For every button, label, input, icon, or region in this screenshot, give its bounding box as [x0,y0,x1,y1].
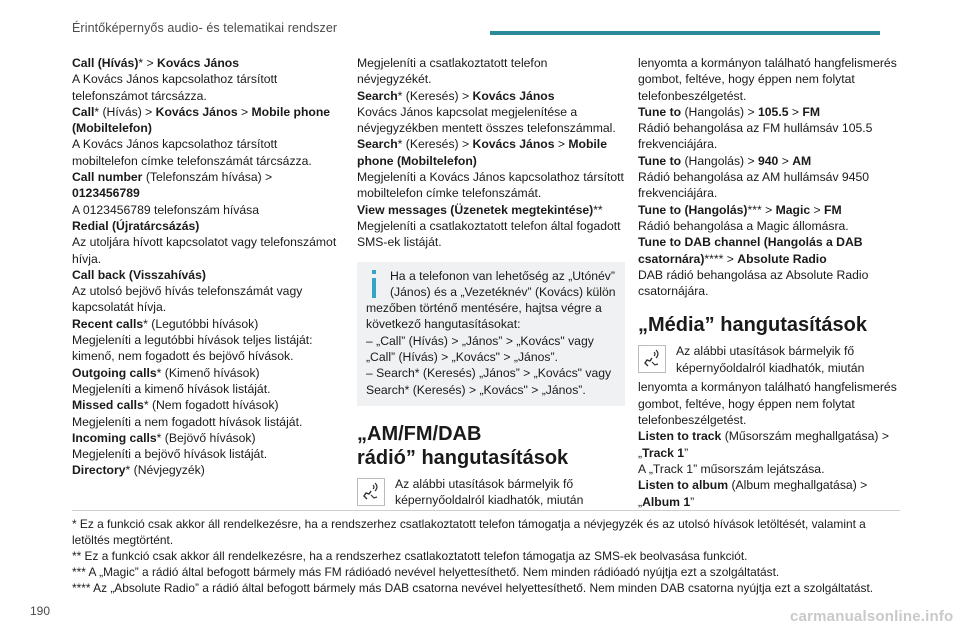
bold-segment: AM [792,153,812,168]
text-segment: Megjeleníti a kimenő hívások listáját. [72,381,271,396]
text-segment: DAB rádió behangolása az Absolute Radio csatornájára. [638,267,869,299]
bold-segment: 940 [758,153,779,168]
section-title-media: „Média” hangutasítások [638,314,867,337]
bold-segment: Call number [72,170,143,185]
footnote: *** A „Magic” a rádió által befogott bármely más FM rádióadó nevével helyettesíthető. Nem minden rádióadó nyújtja ezt a szolgáltatást. [72,565,780,579]
text-segment: > [554,137,569,152]
text-segment: (Album meghallgatása) > „ [638,478,868,509]
col2-paragraphs [357,55,625,251]
text-paragraph [357,202,625,218]
text-paragraph [638,202,906,218]
bold-segment: 105.5 [758,104,789,119]
footnotes [72,516,900,596]
bold-segment: Call (Hívás) [72,56,139,70]
text-segment: Rádió behangolása a Magic állomásra. [638,218,849,233]
bold-segment: Directory [72,463,126,478]
text-segment: > [237,104,252,119]
text-paragraph [72,104,340,137]
text-segment: ” [684,445,689,460]
text-segment: Megjeleníti a Kovács János kapcsolathoz társított mobiltelefon címke telefonszámát. [357,170,624,201]
voice-command-icon [357,478,385,506]
bold-segment: Album 1 [642,494,691,509]
bold-segment: FM [802,104,820,119]
header-accent-bar [490,31,880,35]
text-paragraph [72,446,340,462]
text-segment: * (Bejövő hívások) [156,430,256,445]
voice-command-text: Az alábbi utasítások bármelyik fő képernyőoldalról kiadhatók, miután [395,476,584,508]
text-segment: Megjeleníti a nem fogadott hívások listáját. [72,414,303,429]
text-segment: * > [138,56,158,70]
bold-segment: Kovács János [157,56,239,70]
bold-segment: Track 1 [642,445,685,460]
bold-segment: Listen to track [638,429,722,444]
bold-segment: Listen to album [638,478,729,493]
text-paragraph [638,267,906,300]
bold-segment: Tune to [638,104,682,119]
text-paragraph [357,169,625,202]
text-segment: > [788,104,803,119]
text-paragraph [72,169,340,202]
note-line: Ha a telefonon van lehetőség az „Utónév” (János) és a „Vezetéknév” (Kovács) külön mezőben történő mentésére, hajtsa végre a következő hangutasításokat: [366,268,616,332]
text-paragraph [72,283,340,316]
text-paragraph [638,461,906,477]
text-paragraph [72,365,340,381]
text-segment: ** [593,202,603,217]
text-segment: A „Track 1” műsorszám lejátszása. [638,461,825,476]
text-segment: A Kovács János kapcsolathoz társított mobiltelefon címke telefonszámát tárcsázza. [72,137,312,168]
bold-segment: Kovács János [155,104,238,119]
text-paragraph [638,477,906,510]
text-paragraph [638,153,906,169]
footnote: * Ez a funkció csak akkor áll rendelkezésre, ha a rendszerhez csatlakoztatott telefon támogatja a névjegyzék és az utolsó hívások letöltését, valamint a letöltés megtörtént. [72,517,866,547]
page-number: 190 [30,604,51,618]
bold-segment: Outgoing calls [72,365,157,380]
section-title-line: „AM/FM/DAB [357,422,482,445]
text-segment: (Telefonszám hívása) > [142,170,273,185]
text-segment: A 0123456789 telefonszám hívása [72,202,260,217]
text-segment: ” [690,494,695,509]
text-segment: Megjeleníti a bejövő hívások listáját. [72,447,268,462]
bold-segment: Incoming calls [72,430,157,445]
text-segment: Rádió behangolása az AM hullámsáv 9450 frekvenciájára. [638,170,870,201]
text-segment: Megjeleníti a csatlakoztatott telefon által fogadott SMS-ek listáját. [357,218,621,250]
text-segment: (Hangolás) > [681,153,758,168]
text-segment: Megjeleníti a csatlakoztatott telefon névjegyzékét. [357,56,548,87]
text-segment: * (Névjegyzék) [125,463,205,478]
text-segment: * (Keresés) > [397,88,473,103]
footnote: **** Az „Absolute Radio” a rádió által befogott bármely más DAB csatorna nevével helyettesíthető. Nem minden DAB csatorna nyújtja ezt a szolgáltatást. [72,581,874,595]
text-segment: * (Keresés) > [397,137,473,152]
bold-segment: 0123456789 [72,186,140,201]
text-paragraph [72,136,340,169]
bold-segment: Tune to DAB channel (Hangolás a DAB csatornára) [638,235,863,266]
text-segment: > [810,202,825,217]
column-3 [638,55,906,510]
text-paragraph [638,218,906,234]
voice-command-text: Az alábbi utasítások bármelyik fő képernyőoldalról kiadhatók, miután [676,344,865,375]
text-paragraph [638,234,906,267]
text-paragraph [638,428,906,461]
col3-paragraphs [638,55,906,299]
text-segment: A Kovács János kapcsolathoz társított telefonszámot tárcsázza. [72,72,278,103]
text-segment: Megjeleníti a legutóbbi hívások teljes listáját: kimenő, nem fogadott és bejövő hívások. [72,333,313,364]
text-segment: lenyomta a kormányon található hangfelismerés gombot, feltéve, hogy éppen nem folytat telefonbeszélgetést. [638,380,897,428]
voice-command-note [638,343,906,379]
info-note [357,262,625,406]
bold-segment: Mobile phone (Mobiltelefon) [72,104,331,136]
text-paragraph [357,55,625,88]
section-title-line: rádió” hangutasítások [357,446,569,469]
section-title-radio [357,422,625,470]
col3-paragraphs-2 [638,379,906,509]
note-line: – Search* (Keresés) „János” > „Kovács" vagy Search* (Keresés) > „Kovács" > „János”. [366,366,612,397]
text-segment: **** > [704,251,738,266]
text-segment: Kovács János kapcsolat megjelenítése a névjegyzékben mentett összes telefonszámmal. [357,104,616,136]
bold-segment: Call back (Visszahívás) [72,267,206,282]
bold-segment: Search [357,88,398,103]
watermark: carmanualsonline.info [790,608,954,625]
text-segment: lenyomta a kormányon található hangfelismerés gombot, feltéve, hogy éppen nem folytat telefonbeszélgetést. [638,56,897,103]
text-paragraph [72,55,340,71]
bold-segment: FM [824,202,842,217]
column-2 [357,55,625,512]
voice-command-icon [638,345,666,373]
text-paragraph [638,104,906,120]
text-paragraph [357,136,625,169]
text-paragraph [638,55,906,104]
text-paragraph [72,316,340,332]
bold-segment: Absolute Radio [737,251,827,266]
note-line: – „Call” (Hívás) > „János” > „Kovács" vagy „Call” (Hívás) > „Kovács" > „János”. [366,333,594,365]
bold-segment: Tune to (Hangolás) [638,202,748,217]
bold-segment: Magic [775,202,811,217]
text-segment: * (Nem fogadott hívások) [143,398,279,413]
bold-segment: Mobile phone (Mobiltelefon) [357,137,607,168]
text-paragraph [357,88,625,104]
text-segment: Az utoljára hívott kapcsolatot vagy telefonszámot hívja. [72,235,337,266]
text-segment: > [778,153,793,168]
text-paragraph [72,218,340,234]
bold-segment: Redial (Újratárcsázás) [72,218,200,233]
text-segment: Rádió behangolása az FM hullámsáv 105.5 frekvenciájára. [638,121,873,152]
text-segment: (Hangolás) > [681,104,758,119]
text-paragraph [638,169,906,202]
text-paragraph [638,379,906,428]
footnote-separator [72,510,900,511]
text-segment: *** > [747,202,776,217]
voice-command-note [357,476,625,512]
text-segment: Az utolsó bejövő hívás telefonszámát vagy kapcsolatát hívja. [72,284,303,315]
text-paragraph [72,71,340,104]
bold-segment: Kovács János [472,137,555,152]
text-paragraph [72,430,340,446]
page-header-title: Érintőképernyős audio- és telematikai rendszer [72,21,338,35]
text-paragraph [72,202,340,218]
text-paragraph [72,414,340,430]
text-paragraph [72,381,340,397]
text-paragraph [72,234,340,267]
text-paragraph [72,397,340,413]
text-paragraph [72,462,340,478]
column-1 [72,55,340,479]
col1-paragraphs [72,55,340,479]
bold-segment: Recent calls [72,316,144,331]
text-paragraph [357,218,625,251]
info-icon [366,270,384,300]
text-segment: * (Hívás) > [94,104,156,119]
bold-segment: Missed calls [72,398,144,413]
footnote: ** Ez a funkció csak akkor áll rendelkezésre, ha a rendszerhez csatlakoztatott telefon támogatja az SMS-ek beolvasása funkciót. [72,549,748,563]
bold-segment: Search [357,137,398,152]
bold-segment: Tune to [638,153,682,168]
bold-segment: Kovács János [472,88,555,103]
text-paragraph [72,332,340,365]
text-paragraph [357,104,625,137]
text-paragraph [638,120,906,153]
text-segment: (Műsorszám meghallgatása) > „ [638,429,889,460]
bold-segment: View messages (Üzenetek megtekintése) [357,202,594,217]
text-segment: * (Legutóbbi hívások) [143,316,259,331]
text-paragraph [72,267,340,283]
bold-segment: Call [72,104,95,119]
text-segment: * (Kimenő hívások) [156,365,260,380]
